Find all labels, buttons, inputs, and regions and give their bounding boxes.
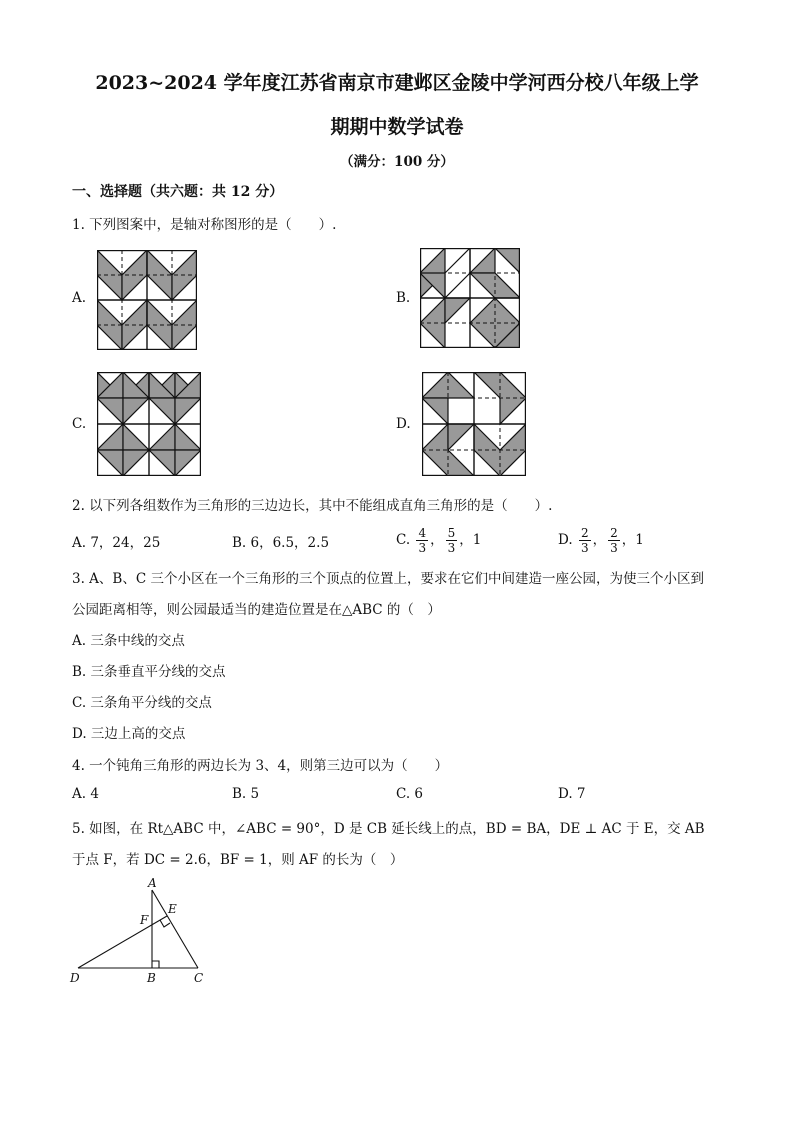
q4-stem: 4. 一个钝角三角形的两边长为 3、4，则第三边可以为（ ）	[72, 758, 449, 774]
point-label-d: D	[70, 971, 80, 985]
q2-option-b: B. 6，6.5，2.5	[232, 535, 330, 551]
q3-option-d: D. 三边上高的交点	[72, 726, 186, 742]
page-title-line2: 期期中数学试卷	[330, 116, 464, 138]
q1-option-a-label: A.	[72, 290, 87, 306]
point-label-a: A	[148, 876, 157, 890]
fraction: $\frac{4}{3}$	[418, 526, 427, 555]
point-label-c: C	[194, 971, 204, 985]
q3-stem-line2: 公园距离相等，则公园最适当的建造位置是在△ABC 的（ ）	[72, 602, 441, 618]
q1-stem: 1. 下列图案中，是轴对称图形的是（ ）.	[72, 217, 337, 233]
q1-option-c-label: C.	[72, 416, 87, 432]
q5-stem-line2: 于点 F，若 DC = 2.6，BF = 1，则 AF 的长为（ ）	[72, 852, 404, 868]
q4-option-d: D. 7	[558, 786, 586, 802]
point-label-b: B	[147, 971, 156, 985]
q2-option-d-label: D.	[558, 532, 573, 548]
full-score: （满分：100 分）	[340, 154, 454, 170]
q2-option-c-label: C.	[396, 532, 411, 548]
point-label-e: E	[168, 902, 177, 916]
pattern-a-figure	[97, 250, 197, 350]
q3-stem-line1: 3. A、B、C 三个小区在一个三角形的三个顶点的位置上，要求在它们中间建造一座公园，为使三个小区到	[72, 571, 704, 587]
q1-option-d-label: D.	[396, 416, 411, 432]
fraction: $\frac{2}{3}$	[610, 526, 618, 555]
segment-de	[78, 916, 167, 968]
q2-option-a: A. 7，24，25	[72, 535, 161, 551]
q3-option-b: B. 三条垂直平分线的交点	[72, 664, 226, 680]
q5-triangle-figure	[66, 876, 216, 986]
fraction: $\frac{5}{3}$	[447, 526, 456, 555]
q4-option-c: C. 6	[396, 786, 424, 802]
right-angle-mark-e	[160, 920, 170, 927]
pattern-d-figure	[422, 372, 526, 476]
point-label-f: F	[140, 913, 149, 927]
q2-stem: 2. 以下列各组数作为三角形的三边边长，其中不能组成直角三角形的是（ ）.	[72, 498, 553, 514]
q5-stem-line1: 5. 如图，在 Rt△ABC 中，∠ABC = 90°，D 是 CB 延长线上的点，BD = BA，DE ⊥ AC 于 E，交 AB	[72, 821, 705, 837]
q2-option-c: C. $\frac{4}{3}$ ， $\frac{5}{3}$ ，1	[396, 526, 482, 555]
page-title: 2023~2024 学年度江苏省南京市建邺区金陵中学河西分校八年级上学	[95, 72, 699, 94]
section-heading: 一、选择题（共六题：共 12 分）	[72, 184, 284, 200]
q3-option-c: C. 三条角平分线的交点	[72, 695, 212, 711]
pattern-c-figure	[97, 372, 201, 476]
right-angle-mark-b	[152, 961, 159, 968]
q4-option-a: A. 4	[72, 786, 99, 802]
pattern-b-figure	[420, 248, 520, 348]
q1-option-b-label: B.	[396, 290, 411, 306]
q2-option-d: D. $\frac{2}{3}$ ， $\frac{2}{3}$ ，1	[558, 526, 644, 555]
fraction: $\frac{2}{3}$	[580, 526, 589, 555]
q3-option-a: A. 三条中线的交点	[72, 633, 185, 649]
q4-option-b: B. 5	[232, 786, 260, 802]
